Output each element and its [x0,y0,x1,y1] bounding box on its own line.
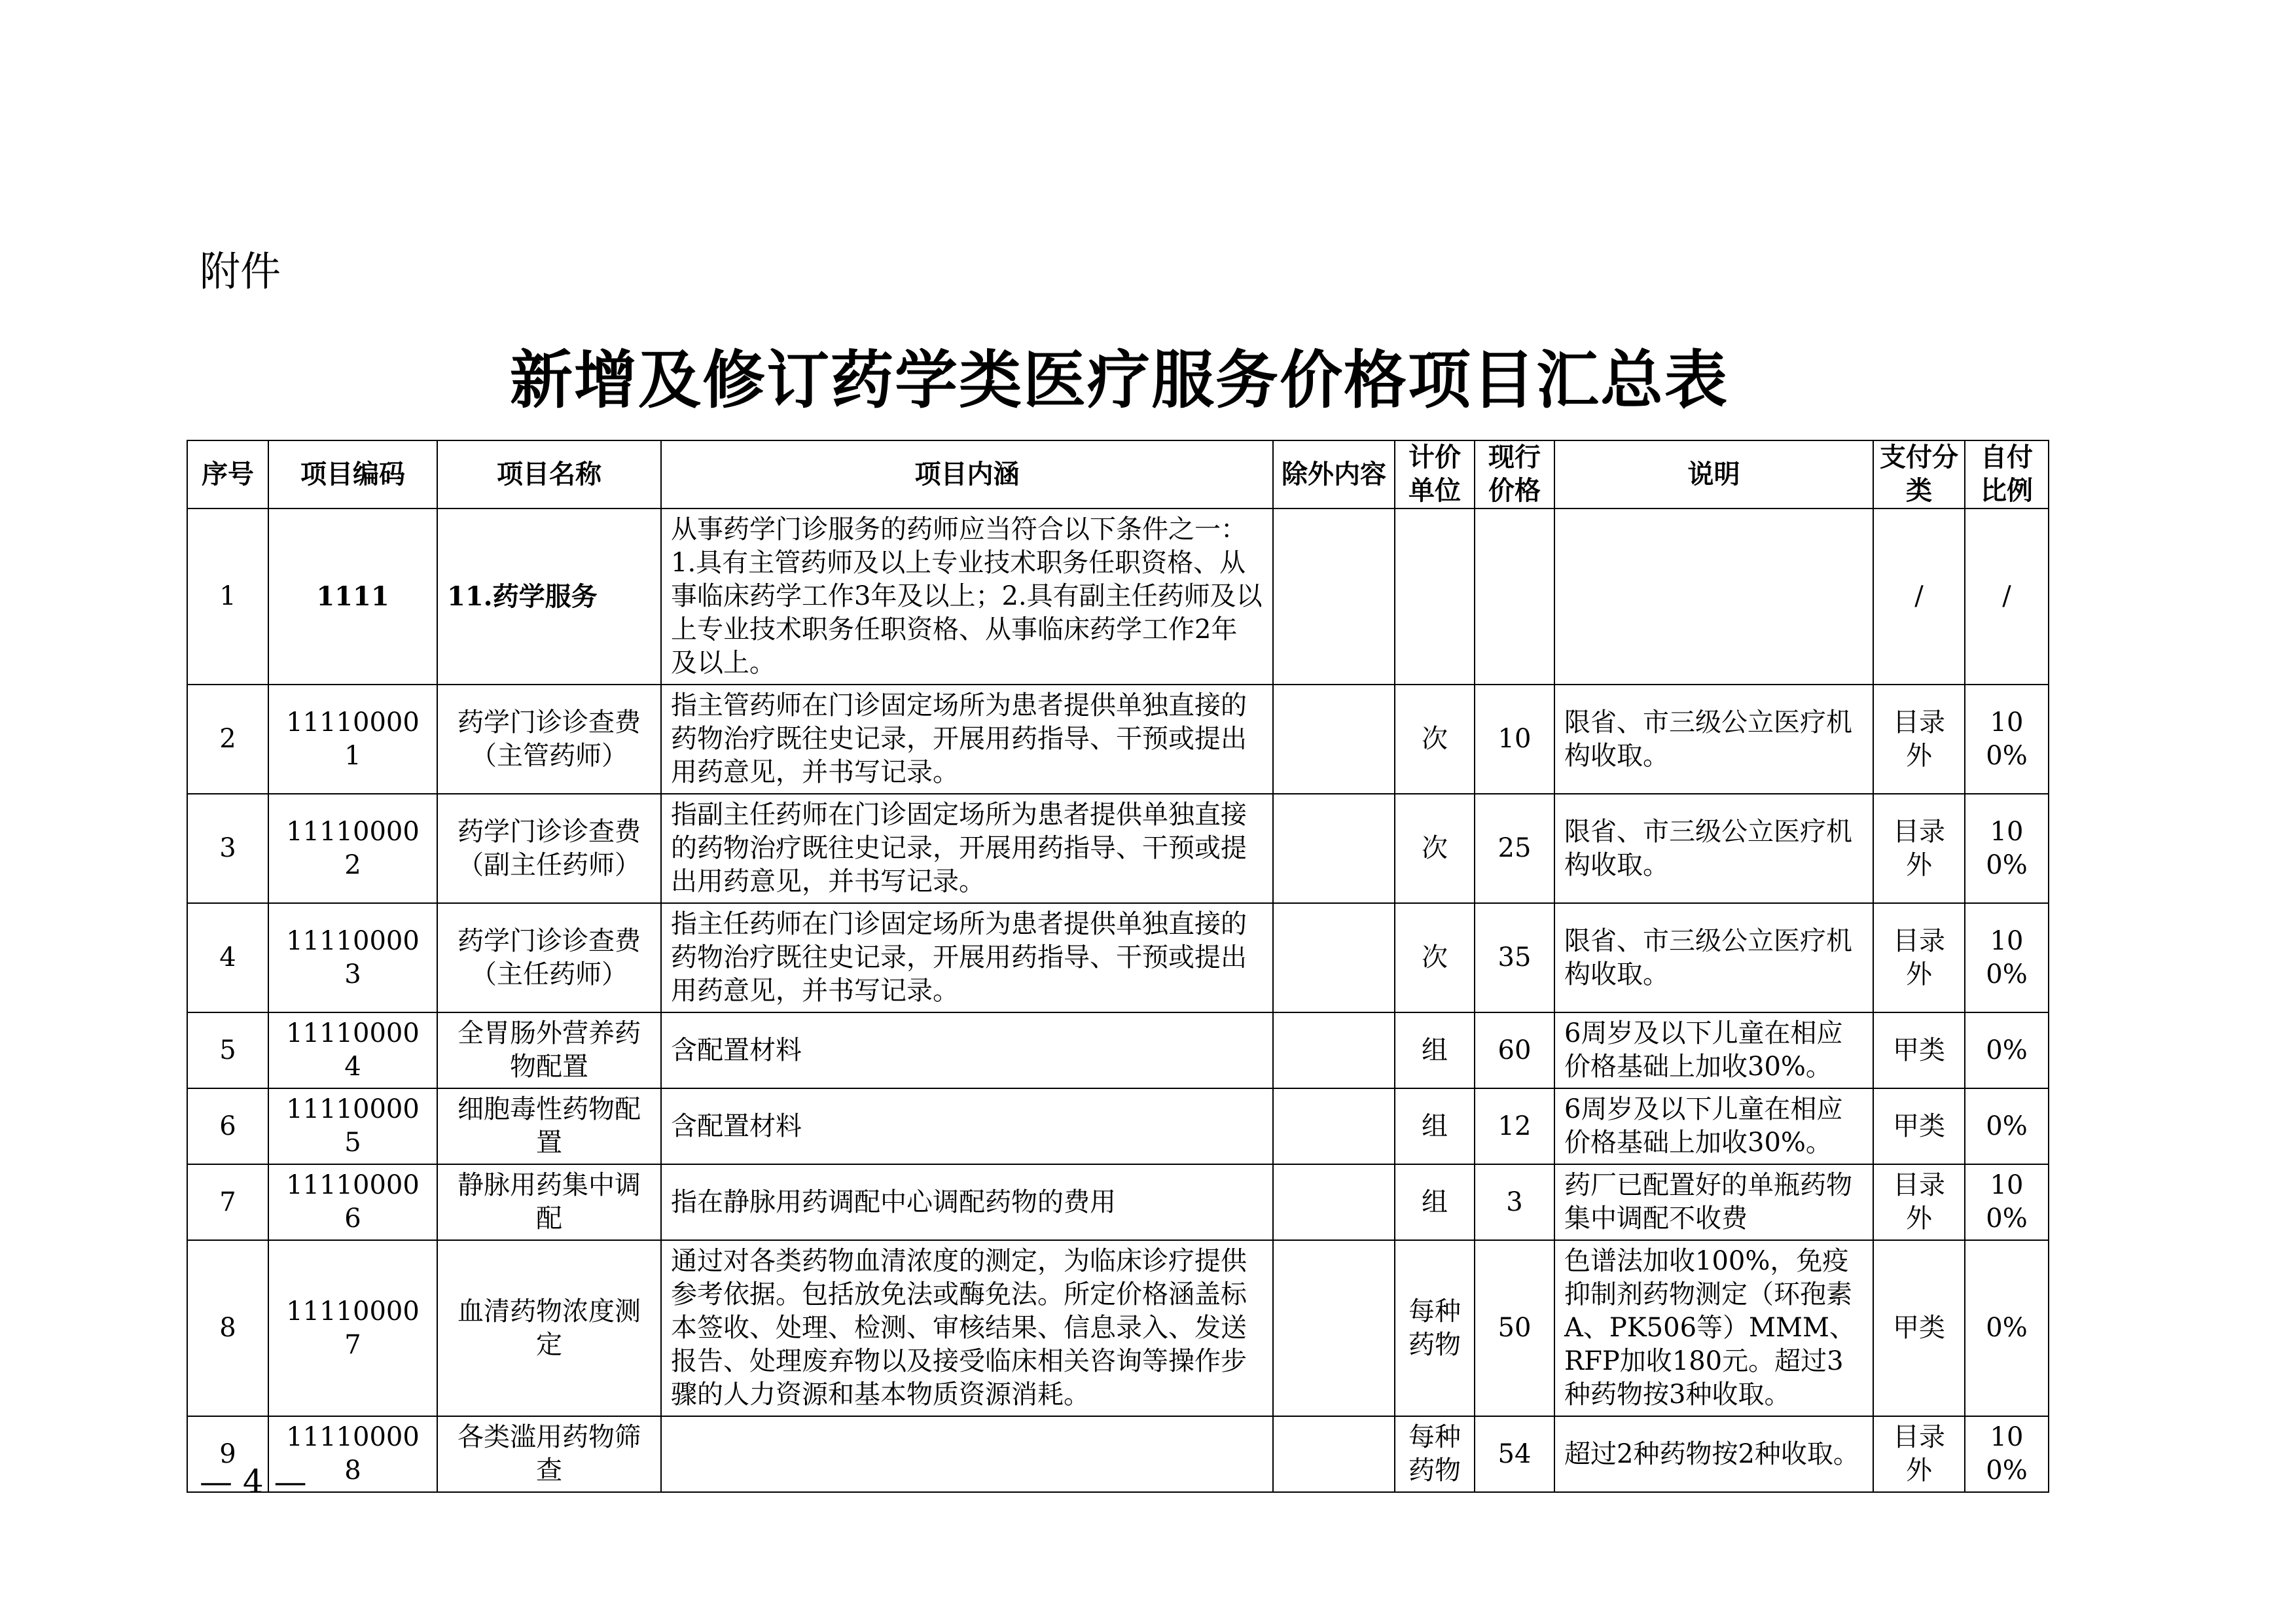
cell-note: 超过2种药物按2种收取。 [1554,1416,1873,1492]
page-number: — 4 — [200,1463,307,1501]
cell-price: 12 [1475,1088,1554,1164]
cell-note: 限省、市三级公立医疗机构收取。 [1554,794,1873,903]
cell-ratio: 0% [1965,1088,2049,1164]
cell-pay: 目录外 [1873,1164,1965,1240]
cell-note [1554,508,1873,685]
cell-content: 含配置材料 [661,1012,1273,1088]
header-pay: 支付分类 [1873,440,1965,508]
table-row [187,685,2049,794]
attachment-label: 附件 [200,247,281,295]
cell-price [1475,508,1554,685]
cell-content: 指主任药师在门诊固定场所为患者提供单独直接的药物治疗既往史记录，开展用药指导、干预或提出用药意见，并书写记录。 [661,903,1273,1012]
cell-unit [1395,508,1475,685]
cell-content: 指副主任药师在门诊固定场所为患者提供单独直接的药物治疗既往史记录，开展用药指导、干预或提出用药意见，并书写记录。 [661,794,1273,903]
cell-exclude [1273,1012,1395,1088]
cell-code: 1111 [268,508,437,685]
cell-code: 111100003 [268,903,437,1012]
cell-name: 全胃肠外营养药物配置 [437,1012,661,1088]
cell-pay: 甲类 [1873,1012,1965,1088]
cell-price: 60 [1475,1012,1554,1088]
cell-price: 54 [1475,1416,1554,1492]
cell-seq: 3 [187,794,268,903]
cell-content: 通过对各类药物血清浓度的测定，为临床诊疗提供参考依据。包括放免法或酶免法。所定价格涵盖标本签收、处理、检测、审核结果、信息录入、发送报告、处理废弃物以及接受临床相关咨询等操作步骤的人力资源和基本物质资源消耗。 [661,1240,1273,1416]
cell-name: 11.药学服务 [437,508,661,685]
cell-exclude [1273,1088,1395,1164]
cell-exclude [1273,1164,1395,1240]
header-exclude: 除外内容 [1273,440,1395,508]
cell-ratio: 0% [1965,1240,2049,1416]
header-price: 现行价格 [1475,440,1554,508]
cell-pay: 目录外 [1873,1416,1965,1492]
table-row [187,794,2049,903]
cell-code: 111100002 [268,794,437,903]
cell-code: 111100004 [268,1012,437,1088]
cell-seq: 8 [187,1240,268,1416]
cell-exclude [1273,1416,1395,1492]
cell-seq: 4 [187,903,268,1012]
cell-pay: 目录外 [1873,794,1965,903]
cell-price: 25 [1475,794,1554,903]
header-name: 项目名称 [437,440,661,508]
cell-price: 50 [1475,1240,1554,1416]
cell-unit: 组 [1395,1164,1475,1240]
header-ratio: 自付比例 [1965,440,2049,508]
cell-seq: 5 [187,1012,268,1088]
cell-name: 静脉用药集中调配 [437,1164,661,1240]
cell-seq: 2 [187,685,268,794]
cell-content: 从事药学门诊服务的药师应当符合以下条件之一：1.具有主管药师及以上专业技术职务任职资格、从事临床药学工作3年及以上；2.具有副主任药师及以上专业技术职务任职资格、从事临床药学工作2年及以上。 [661,508,1273,685]
cell-price: 10 [1475,685,1554,794]
cell-code: 111100005 [268,1088,437,1164]
header-content: 项目内涵 [661,440,1273,508]
cell-unit: 组 [1395,1088,1475,1164]
cell-ratio: 100% [1965,1416,2049,1492]
cell-unit: 次 [1395,794,1475,903]
cell-code: 111100008 [268,1416,437,1492]
cell-unit: 组 [1395,1012,1475,1088]
cell-note: 限省、市三级公立医疗机构收取。 [1554,685,1873,794]
cell-code: 111100001 [268,685,437,794]
cell-price: 3 [1475,1164,1554,1240]
cell-pay: 目录外 [1873,685,1965,794]
cell-pay: 甲类 [1873,1240,1965,1416]
cell-ratio: 100% [1965,685,2049,794]
header-code: 项目编码 [268,440,437,508]
cell-price: 35 [1475,903,1554,1012]
table-row [187,508,2049,685]
cell-exclude [1273,508,1395,685]
cell-unit: 每种药物 [1395,1240,1475,1416]
cell-seq: 9 [187,1416,268,1492]
table-row [187,1088,2049,1164]
cell-exclude [1273,685,1395,794]
cell-note: 6周岁及以下儿童在相应价格基础上加收30%。 [1554,1012,1873,1088]
header-seq: 序号 [187,440,268,508]
cell-ratio: 0% [1965,1012,2049,1088]
cell-pay: 甲类 [1873,1088,1965,1164]
cell-unit: 次 [1395,685,1475,794]
cell-name: 药学门诊诊查费（主任药师） [437,903,661,1012]
cell-note: 6周岁及以下儿童在相应价格基础上加收30%。 [1554,1088,1873,1164]
cell-exclude [1273,794,1395,903]
cell-note: 药厂已配置好的单瓶药物集中调配不收费 [1554,1164,1873,1240]
table-row [187,1416,2049,1492]
header-unit: 计价单位 [1395,440,1475,508]
cell-ratio: / [1965,508,2049,685]
cell-ratio: 100% [1965,1164,2049,1240]
price-items-table [187,440,2049,1493]
cell-name: 药学门诊诊查费（副主任药师） [437,794,661,903]
cell-name: 药学门诊诊查费（主管药师） [437,685,661,794]
table-header-row [187,440,2049,508]
cell-content: 含配置材料 [661,1088,1273,1164]
header-note: 说明 [1554,440,1873,508]
cell-ratio: 100% [1965,794,2049,903]
cell-seq: 1 [187,508,268,685]
table-row [187,1012,2049,1088]
cell-content: 指主管药师在门诊固定场所为患者提供单独直接的药物治疗既往史记录，开展用药指导、干预或提出用药意见，并书写记录。 [661,685,1273,794]
cell-unit: 每种药物 [1395,1416,1475,1492]
cell-code: 111100006 [268,1164,437,1240]
cell-note: 色谱法加收100%，免疫抑制剂药物测定（环孢素A、PK506等）MMM、RFP加收180元。超过3种药物按3种收取。 [1554,1240,1873,1416]
cell-seq: 6 [187,1088,268,1164]
cell-exclude [1273,903,1395,1012]
table-row [187,903,2049,1012]
cell-exclude [1273,1240,1395,1416]
cell-seq: 7 [187,1164,268,1240]
table-row [187,1240,2049,1416]
cell-pay: / [1873,508,1965,685]
cell-ratio: 100% [1965,903,2049,1012]
cell-content [661,1416,1273,1492]
cell-pay: 目录外 [1873,903,1965,1012]
cell-code: 111100007 [268,1240,437,1416]
cell-content: 指在静脉用药调配中心调配药物的费用 [661,1164,1273,1240]
cell-name: 血清药物浓度测定 [437,1240,661,1416]
cell-name: 细胞毒性药物配置 [437,1088,661,1164]
cell-note: 限省、市三级公立医疗机构收取。 [1554,903,1873,1012]
table-row [187,1164,2049,1240]
document-title: 新增及修订药学类医疗服务价格项目汇总表 [510,343,1729,417]
cell-name: 各类滥用药物筛查 [437,1416,661,1492]
cell-unit: 次 [1395,903,1475,1012]
